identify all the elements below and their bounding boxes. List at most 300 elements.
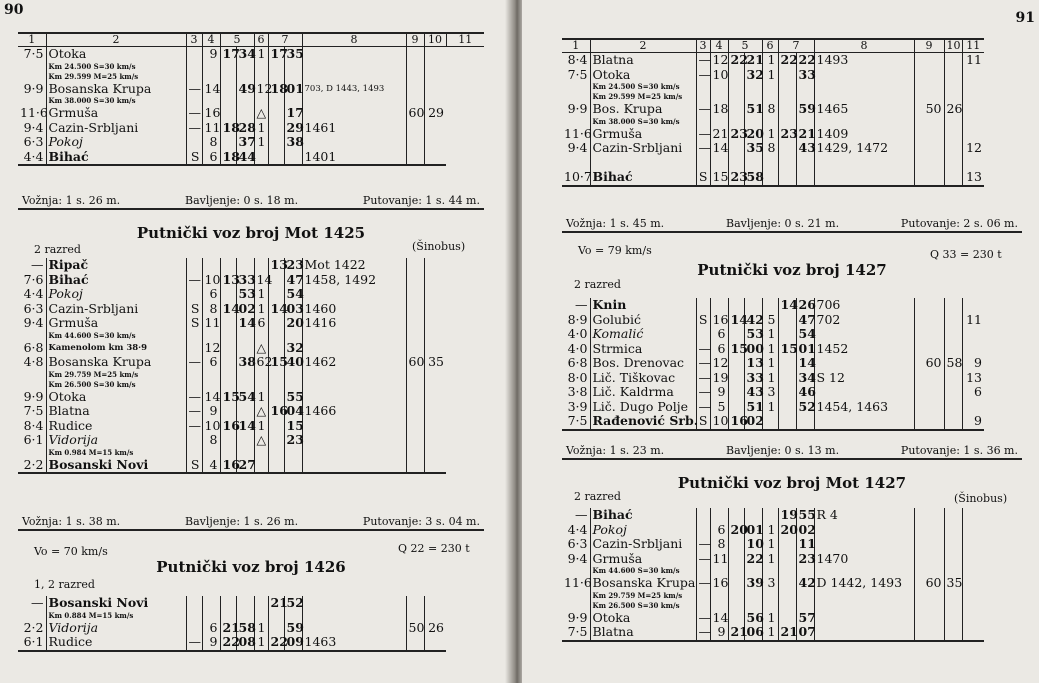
speed-note: Km 0.984 M=15 km/s	[46, 448, 186, 458]
arrival-minute: 54	[236, 390, 254, 405]
empty-cell	[406, 370, 424, 380]
station-name: Golubić	[590, 313, 696, 328]
speed-note-row	[562, 117, 1022, 127]
departure-minute: 42	[796, 576, 814, 591]
empty-cell	[814, 117, 914, 127]
gradient	[962, 342, 984, 357]
column-header: 10	[944, 39, 962, 53]
gradient: 12	[962, 141, 984, 156]
table-row	[18, 635, 484, 651]
empty-cell	[406, 448, 424, 458]
empty-cell	[268, 331, 284, 341]
km-distance: 9·4	[23, 315, 44, 330]
stop-minutes: 1	[762, 68, 778, 83]
load-b	[944, 68, 962, 83]
load-b	[424, 121, 446, 136]
departure-minute: 43	[796, 141, 814, 156]
arrival-minute: 13	[744, 356, 762, 371]
empty-cell	[406, 611, 424, 621]
column-header: 10	[424, 33, 446, 47]
departure-minute: 33	[796, 68, 814, 83]
empty-cell	[284, 370, 302, 380]
gradient	[962, 523, 984, 538]
bavljenje-text: Bavljenje: 0 s. 13 m.	[726, 444, 840, 457]
station-name: Bos. Drenovac	[590, 356, 696, 371]
table-row	[562, 371, 1022, 386]
departure-hour	[268, 316, 284, 331]
arrival-hour	[220, 404, 236, 419]
departure-minute: 22	[796, 53, 814, 68]
stop-minutes: 1	[762, 400, 778, 415]
load-a: 60	[406, 106, 424, 121]
load-b	[944, 327, 962, 342]
empty-cell	[962, 92, 984, 102]
load-a	[914, 53, 944, 68]
arrival-minute	[236, 404, 254, 419]
service-code: S	[186, 316, 202, 331]
station-name: Pokoj	[46, 287, 186, 302]
km-distance: 10·7	[564, 169, 592, 184]
arrival-hour: 21	[728, 625, 744, 641]
service-code: S	[696, 170, 710, 186]
empty-cell	[268, 380, 284, 390]
run-minutes: 12	[202, 341, 220, 356]
empty-cell	[762, 601, 778, 611]
speed-label: Vo = 79 km/s	[578, 244, 652, 257]
empty-cell	[778, 601, 796, 611]
load-a	[914, 385, 944, 400]
empty-cell	[696, 82, 710, 92]
service-code: —	[696, 537, 710, 552]
load-b: 35	[944, 576, 962, 591]
speed-note-row	[562, 591, 1022, 601]
table-row	[18, 287, 484, 302]
departure-minute: 09	[284, 635, 302, 651]
voznja-text: Vožnja: 1 s. 45 m.	[566, 217, 665, 230]
empty-cell	[236, 611, 254, 621]
service-code: —	[186, 419, 202, 434]
load-b	[424, 273, 446, 288]
empty-cell	[236, 62, 254, 72]
table-row	[18, 135, 484, 150]
stop-minutes: 1	[762, 53, 778, 68]
crossing-trains	[814, 523, 914, 538]
empty-cell	[424, 380, 446, 390]
timetable-summary	[18, 193, 484, 210]
crossing-trains	[302, 47, 406, 62]
departure-minute: 47	[796, 313, 814, 328]
column-header-row	[562, 39, 1022, 53]
empty-cell	[562, 82, 590, 92]
crossing-trains	[302, 419, 406, 434]
empty-cell	[424, 62, 446, 72]
arrival-minute: 44	[236, 150, 254, 166]
empty-cell	[728, 82, 744, 92]
empty-cell	[302, 331, 406, 341]
empty-cell	[268, 62, 284, 72]
empty-cell	[778, 82, 796, 92]
arrival-hour	[220, 135, 236, 150]
empty-cell	[202, 448, 220, 458]
load-a	[914, 327, 944, 342]
empty-cell	[302, 380, 406, 390]
service-code: S	[186, 302, 202, 317]
arrival-minute	[744, 298, 762, 313]
km-distance: 8·0	[567, 369, 588, 385]
km-distance: 3·8	[567, 384, 588, 399]
gradient	[962, 576, 984, 591]
stop-minutes: 1	[762, 625, 778, 641]
table-row	[562, 313, 1022, 328]
service-code: —	[696, 342, 710, 357]
station-name: Blatna	[590, 625, 696, 641]
empty-cell	[796, 117, 814, 127]
km-distance: 4·0	[567, 326, 588, 341]
run-minutes: 11	[202, 121, 220, 136]
empty-cell	[744, 82, 762, 92]
load-b	[944, 313, 962, 328]
departure-minute: 01	[284, 82, 302, 97]
empty-cell	[914, 117, 944, 127]
crossing-trains: 1416	[302, 316, 406, 331]
run-minutes: 6	[202, 287, 220, 302]
stop-minutes: 1	[254, 635, 268, 651]
load-a	[914, 523, 944, 538]
arrival-minute: 27	[236, 458, 254, 474]
crossing-trains: S 12	[814, 371, 914, 386]
departure-minute: 52	[796, 400, 814, 415]
departure-hour	[778, 102, 796, 117]
km-distance: 7·5	[562, 625, 590, 641]
speed-note: Km 38.000 S=30 km/s	[46, 96, 186, 106]
km-distance: 7·5	[23, 46, 44, 61]
empty-cell	[796, 601, 814, 611]
crossing-trains	[302, 390, 406, 405]
load-a	[914, 141, 944, 156]
load-b: 26	[944, 102, 962, 117]
column-header: 11	[446, 33, 484, 47]
km-distance: 4·4	[567, 521, 588, 537]
departure-hour: 20	[778, 523, 796, 538]
station-name: Otoka	[590, 611, 696, 626]
empty-cell	[814, 82, 914, 92]
empty-cell	[962, 117, 984, 127]
arrival-hour: 17	[220, 47, 236, 62]
crossing-trains: 1461	[302, 121, 406, 136]
run-minutes: 9	[202, 47, 220, 62]
arrival-hour	[728, 400, 744, 415]
voznja-text: Vožnja: 1 s. 26 m.	[22, 194, 121, 207]
table-row	[18, 273, 484, 288]
arrival-hour	[728, 102, 744, 117]
table-row	[18, 47, 484, 62]
gradient	[962, 156, 984, 171]
empty-cell	[284, 448, 302, 458]
station-name: Rudice	[46, 635, 186, 651]
arrival-minute	[744, 156, 762, 171]
departure-hour	[268, 433, 284, 448]
load-a	[406, 390, 424, 405]
load-a	[406, 135, 424, 150]
service-code	[186, 135, 202, 150]
station-name: Kamenolom km 38·9	[46, 341, 186, 356]
speed-note: Km 29.759 M=25 km/s	[46, 370, 186, 380]
departure-hour	[778, 313, 796, 328]
timetable-1426	[18, 596, 484, 652]
service-code: —	[696, 68, 710, 83]
empty-cell	[284, 611, 302, 621]
station-name: Rudice	[46, 419, 186, 434]
stop-minutes	[254, 150, 268, 166]
empty-cell	[186, 62, 202, 72]
arrival-minute: 35	[744, 141, 762, 156]
speed-note-row	[562, 82, 1022, 92]
station-name: Lič. Kaldrma	[590, 385, 696, 400]
crossing-trains: 1401	[302, 150, 406, 166]
run-minutes: 4	[202, 458, 220, 474]
station-name: Blatna	[46, 404, 186, 419]
crossing-trains	[814, 611, 914, 626]
service-code: S	[186, 150, 202, 166]
departure-minute: 52	[284, 596, 302, 611]
stop-minutes: 1	[254, 287, 268, 302]
speed-note-row	[18, 370, 484, 380]
crossing-trains: 1454, 1463	[814, 400, 914, 415]
table-row	[562, 508, 1022, 523]
load-label: Q 22 = 230 t	[398, 542, 470, 555]
table-row	[562, 523, 1022, 538]
km-distance	[562, 156, 590, 171]
table-row	[562, 611, 1022, 626]
empty-cell	[696, 591, 710, 601]
empty-cell	[728, 591, 744, 601]
run-minutes: 11	[202, 316, 220, 331]
stop-minutes: 14	[254, 273, 268, 288]
station-name: Otoka	[46, 390, 186, 405]
arrival-minute: 43	[744, 385, 762, 400]
arrival-minute	[236, 106, 254, 121]
empty-cell	[18, 72, 46, 82]
service-code: —	[696, 400, 710, 415]
arrival-hour	[220, 433, 236, 448]
load-a: 50	[914, 102, 944, 117]
service-code: —	[696, 102, 710, 117]
load-b: 58	[944, 356, 962, 371]
arrival-hour	[728, 611, 744, 626]
column-header: 1	[18, 33, 46, 47]
load-b	[944, 170, 962, 186]
empty-cell	[284, 62, 302, 72]
empty-cell	[254, 370, 268, 380]
table-row	[18, 341, 484, 356]
arrival-hour: 13	[220, 273, 236, 288]
stop-minutes: △	[254, 341, 268, 356]
departure-hour: 15	[778, 342, 796, 357]
load-b	[424, 458, 446, 474]
arrival-minute: 33	[236, 273, 254, 288]
empty-cell	[778, 92, 796, 102]
speed-note-row	[18, 448, 484, 458]
km-distance: 9·9	[567, 609, 588, 625]
column-header: 8	[302, 33, 406, 47]
arrival-hour	[220, 287, 236, 302]
load-b	[944, 342, 962, 357]
load-a	[406, 302, 424, 317]
service-code: —	[696, 385, 710, 400]
departure-hour	[778, 611, 796, 626]
crossing-trains: R 4	[814, 508, 914, 523]
run-minutes: 10	[710, 414, 728, 430]
empty-cell	[302, 72, 406, 82]
load-b	[944, 508, 962, 523]
empty-cell	[202, 380, 220, 390]
departure-minute: 14	[796, 356, 814, 371]
speed-note: Km 24.500 S=30 km/s	[46, 62, 186, 72]
stop-minutes: △	[254, 433, 268, 448]
table-row	[18, 419, 484, 434]
table-row	[562, 342, 1022, 357]
arrival-minute: 14	[236, 419, 254, 434]
arrival-hour	[728, 327, 744, 342]
gradient	[962, 611, 984, 626]
load-a	[914, 414, 944, 430]
stop-minutes: 1	[254, 419, 268, 434]
service-code	[186, 596, 202, 611]
putovanje-text: Putovanje: 3 s. 04 m.	[362, 515, 480, 528]
arrival-minute: 20	[744, 127, 762, 142]
speed-note-row	[18, 611, 484, 621]
gradient	[962, 508, 984, 523]
load-b	[424, 135, 446, 150]
departure-minute: 20	[284, 316, 302, 331]
arrival-hour	[728, 537, 744, 552]
crossing-trains: 1493	[814, 53, 914, 68]
stop-minutes: 1	[762, 327, 778, 342]
station-name: Komalić	[590, 327, 696, 342]
column-header: 3	[696, 39, 710, 53]
table-row	[562, 53, 1022, 68]
station-name: Pokoj	[46, 135, 186, 150]
load-b	[424, 341, 446, 356]
empty-cell	[914, 591, 944, 601]
departure-hour: 23	[778, 127, 796, 142]
run-minutes: 8	[202, 302, 220, 317]
km-distance: —	[575, 507, 588, 522]
crossing-trains: 1462	[302, 355, 406, 370]
empty-cell	[406, 380, 424, 390]
empty-cell	[424, 331, 446, 341]
empty-cell	[268, 370, 284, 380]
departure-hour	[268, 390, 284, 405]
stop-minutes: 1	[254, 390, 268, 405]
speed-note: Km 38.000 S=30 km/s	[590, 117, 696, 127]
arrival-hour	[728, 356, 744, 371]
km-distance: 7·5	[23, 403, 44, 418]
km-distance: 7·5	[567, 66, 588, 82]
table-row	[562, 127, 1022, 142]
gradient	[962, 68, 984, 83]
service-code: —	[696, 356, 710, 371]
departure-hour: 15	[268, 355, 284, 370]
run-minutes: 6	[202, 150, 220, 166]
arrival-hour	[220, 316, 236, 331]
arrival-minute: 22	[744, 552, 762, 567]
empty-cell	[202, 62, 220, 72]
arrival-hour	[220, 106, 236, 121]
table-row	[18, 596, 484, 611]
empty-cell	[202, 72, 220, 82]
run-minutes: 12	[710, 53, 728, 68]
empty-cell	[186, 380, 202, 390]
load-b	[944, 400, 962, 415]
empty-cell	[962, 566, 984, 576]
stop-minutes: 6	[254, 316, 268, 331]
crossing-trains: 1466	[302, 404, 406, 419]
crossing-trains	[302, 287, 406, 302]
stop-minutes	[762, 156, 778, 171]
train-title: Putnički voz broj Mot 1427	[677, 474, 907, 492]
column-header: 9	[406, 33, 424, 47]
stop-minutes	[762, 414, 778, 430]
station-name: Cazin-Srbljani	[46, 302, 186, 317]
column-header: 9	[914, 39, 944, 53]
empty-cell	[424, 370, 446, 380]
departure-hour: 14	[778, 298, 796, 313]
km-distance: 7·6	[23, 271, 44, 287]
station-name: Bihać	[46, 150, 186, 166]
empty-cell	[220, 96, 236, 106]
service-code	[696, 508, 710, 523]
empty-cell	[762, 117, 778, 127]
arrival-hour: 14	[728, 313, 744, 328]
station-name: Grmuša	[590, 552, 696, 567]
station-name: Otoka	[46, 47, 186, 62]
arrival-hour	[220, 82, 236, 97]
empty-cell	[268, 96, 284, 106]
departure-hour	[268, 287, 284, 302]
station-name: Cazin-Srbljani	[46, 121, 186, 136]
load-a	[914, 127, 944, 142]
empty-cell	[728, 117, 744, 127]
load-b	[424, 150, 446, 166]
station-name: Bosanski Novi	[46, 596, 186, 611]
arrival-minute: 10	[744, 537, 762, 552]
stop-minutes: 1	[762, 356, 778, 371]
stop-minutes: 1	[762, 611, 778, 626]
station-name: Grmuša	[46, 316, 186, 331]
service-code	[186, 47, 202, 62]
load-b	[944, 371, 962, 386]
empty-cell	[302, 62, 406, 72]
table-row	[18, 121, 484, 136]
class-label: 2 razred	[574, 278, 621, 291]
table-row	[562, 68, 1022, 83]
departure-minute: 35	[284, 47, 302, 62]
speed-note: Km 29.599 M=25 km/s	[590, 92, 696, 102]
empty-cell	[710, 601, 728, 611]
table-row	[562, 537, 1022, 552]
load-b	[424, 287, 446, 302]
column-header: 7	[268, 33, 302, 47]
arrival-minute: 39	[744, 576, 762, 591]
departure-hour: 22	[268, 635, 284, 651]
departure-minute: 03	[284, 302, 302, 317]
speed-note-row	[18, 331, 484, 341]
arrival-minute: 38	[236, 355, 254, 370]
load-a	[406, 121, 424, 136]
table-row	[562, 356, 1022, 371]
empty-cell	[202, 370, 220, 380]
